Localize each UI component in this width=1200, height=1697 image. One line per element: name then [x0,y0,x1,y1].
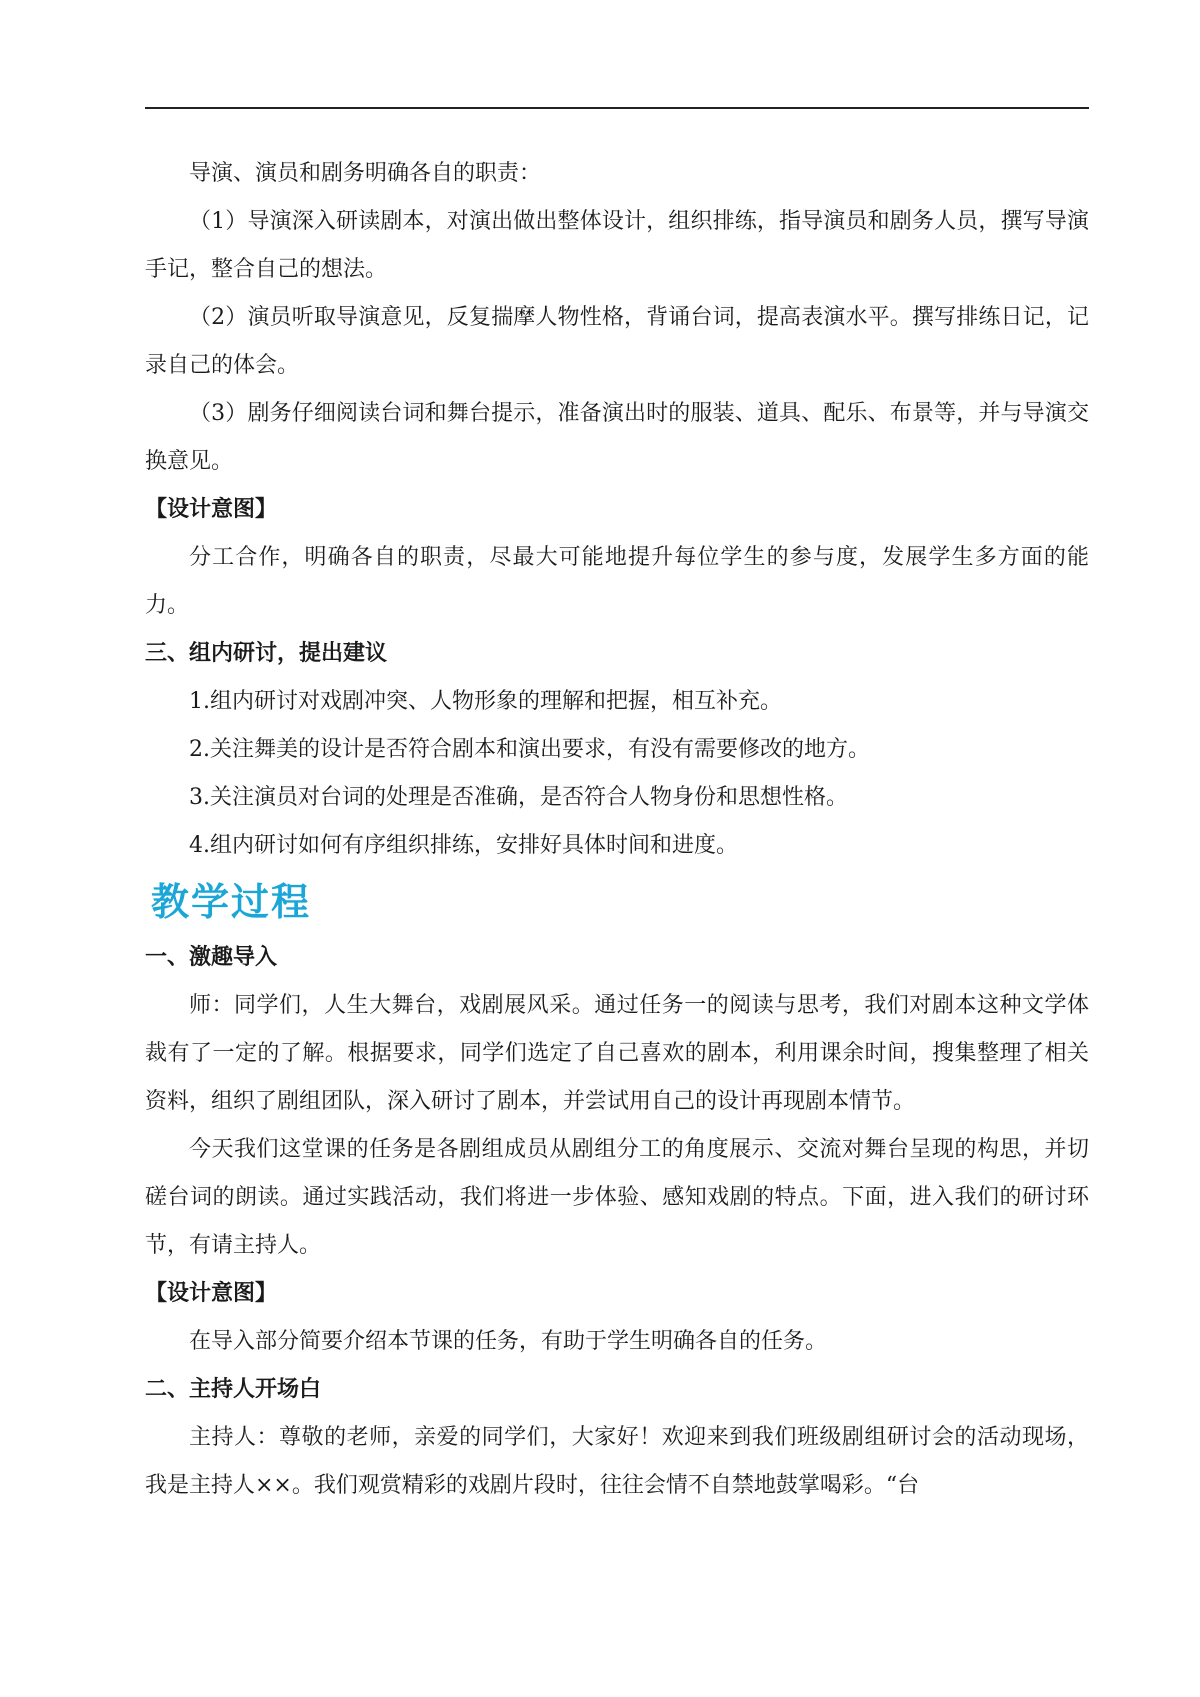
list-item: 2.关注舞美的设计是否符合剧本和演出要求，有没有需要修改的地方。 [189,737,870,762]
paragraph: 主持人：尊敬的老师，亲爱的同学们，大家好！欢迎来到我们班级剧组研讨会的活动现场，我是主持人××。我们观赏精彩的戏剧片段时，往往会情不自禁地鼓掌喝彩。“台 [145,1425,1089,1498]
paragraph: 师：同学们，人生大舞台，戏剧展风采。通过任务一的阅读与思考，我们对剧本这种文学体裁有了一定的了解。根据要求，同学们选定了自己喜欢的剧本，利用课余时间，搜集整理了相关资料，组织了剧组团队，深入研讨了剧本，并尝试用自己的设计再现剧本情节。 [145,993,1089,1114]
list-item: 4.组内研讨如何有序组织排练，安排好具体时间和进度。 [189,833,738,858]
paragraph: 分工合作，明确各自的职责，尽最大可能地提升每位学生的参与度，发展学生多方面的能力。 [145,545,1089,618]
page-title: 教学过程 [151,880,312,924]
section-heading-1: 一、激趣导入 [145,945,278,970]
paragraph: （1）导演深入研读剧本，对演出做出整体设计，组织排练，指导演员和剧务人员，撰写导演手记，整合自己的想法。 [145,209,1089,282]
section-heading-design-intent: 【设计意图】 [145,497,278,522]
paragraph: （3）剧务仔细阅读台词和舞台提示，准备演出时的服装、道具、配乐、布景等，并与导演交换意见。 [145,401,1089,474]
section-heading-design-intent: 【设计意图】 [145,1281,278,1306]
list-item: 1.组内研讨对戏剧冲突、人物形象的理解和把握，相互补充。 [189,689,782,714]
list-item: 3.关注演员对台词的处理是否准确，是否符合人物身份和思想性格。 [189,785,848,810]
paragraph: 在导入部分简要介绍本节课的任务，有助于学生明确各自的任务。 [189,1329,828,1354]
header-rule [145,107,1089,109]
document-body [145,150,1089,1510]
section-heading-2: 二、主持人开场白 [145,1377,322,1402]
paragraph: （2）演员听取导演意见，反复揣摩人物性格，背诵台词，提高表演水平。撰写排练日记，记录自己的体会。 [145,305,1089,378]
paragraph: 今天我们这堂课的任务是各剧组成员从剧组分工的角度展示、交流对舞台呈现的构思，并切磋台词的朗读。通过实践活动，我们将进一步体验、感知戏剧的特点。下面，进入我们的研讨环节，有请主持人。 [145,1137,1089,1258]
section-heading-3: 三、组内研讨，提出建议 [145,641,388,666]
paragraph: 导演、演员和剧务明确各自的职责： [189,161,542,186]
